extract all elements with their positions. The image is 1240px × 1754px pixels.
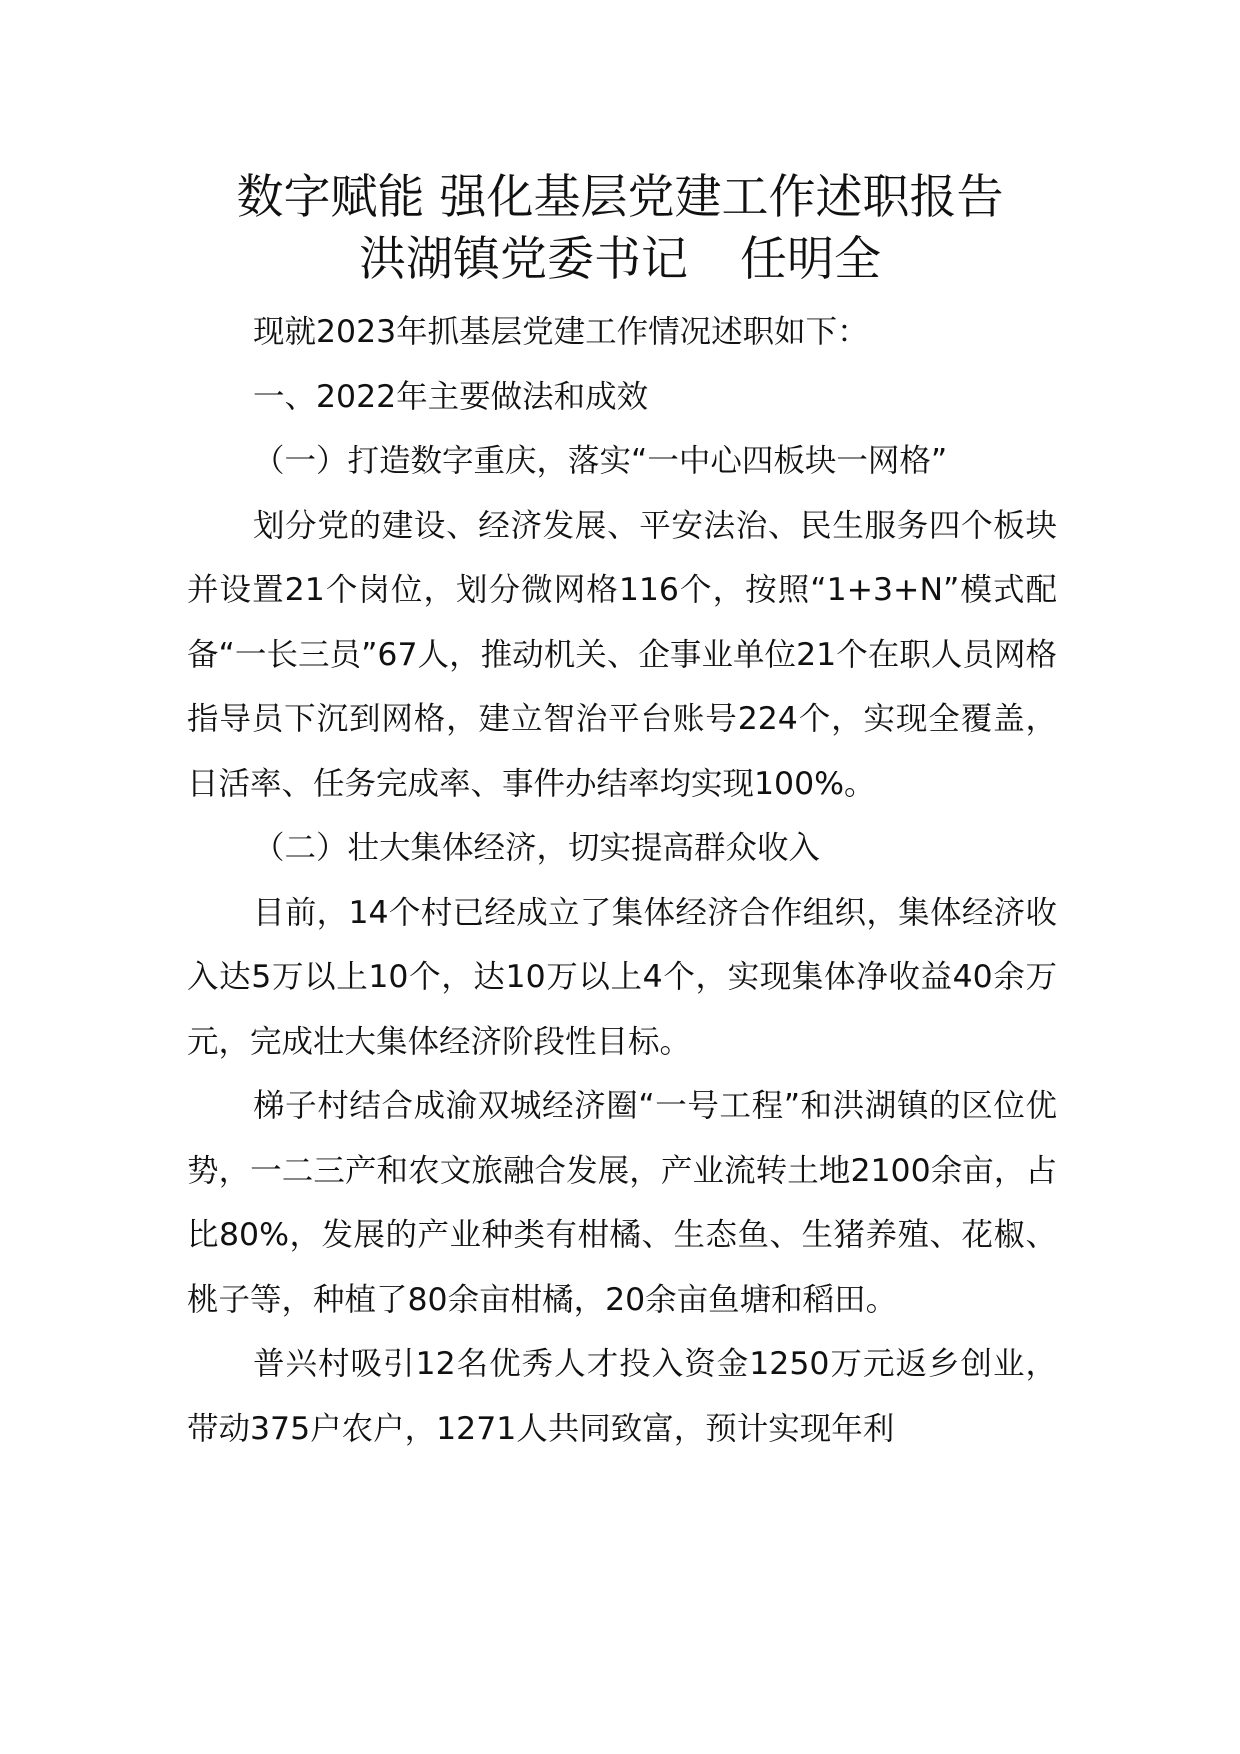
- body-paragraph: 目前，14个村已经成立了集体经济合作组织，集体经济收入达5万以上10个，达10万以上4个，实现集体净收益40余万元，完成壮大集体经济阶段性目标。: [187, 894, 1057, 1060]
- subsection-heading-1: （一）打造数字重庆，落实“一中心四板块一网格”: [253, 443, 948, 479]
- body-paragraph: 划分党的建设、经济发展、平安法治、民生服务四个板块并设置21个岗位，划分微网格116个，按照“1+3+N”模式配备“一长三员”67人，推动机关、企事业单位21个在职人员网格指导员下沉到网格，建立智治平台账号224个，实现全覆盖，日活率、任务完成率、事件办结率均实现100%。: [187, 507, 1057, 802]
- body-paragraph: 普兴村吸引12名优秀人才投入资金1250万元返乡创业，带动375户农户，1271人共同致富，预计实现年利: [187, 1346, 1057, 1447]
- author-line: [0, 230, 1240, 290]
- body-paragraph: 梯子村结合成渝双城经济圈“一号工程”和洪湖镇的区位优势，一二三产和农文旅融合发展，产业流转土地2100余亩，占比80%，发展的产业种类有柑橘、生态鱼、生猪养殖、花椒、桃子等，种植了80余亩柑橘，20余亩鱼塘和稻田。: [187, 1088, 1057, 1318]
- author-name: 任明全: [740, 232, 881, 287]
- report-title: 数字赋能 强化基层党建工作述职报告: [236, 170, 1004, 225]
- subsection-heading-2: （二）壮大集体经济，切实提高群众收入: [253, 830, 821, 866]
- author-role: 洪湖镇党委书记: [359, 232, 688, 287]
- section-heading-1: 一、2022年主要做法和成效: [253, 378, 649, 415]
- report-body: [187, 300, 1057, 1461]
- intro-paragraph: 现就2023年抓基层党建工作情况述职如下：: [253, 314, 869, 350]
